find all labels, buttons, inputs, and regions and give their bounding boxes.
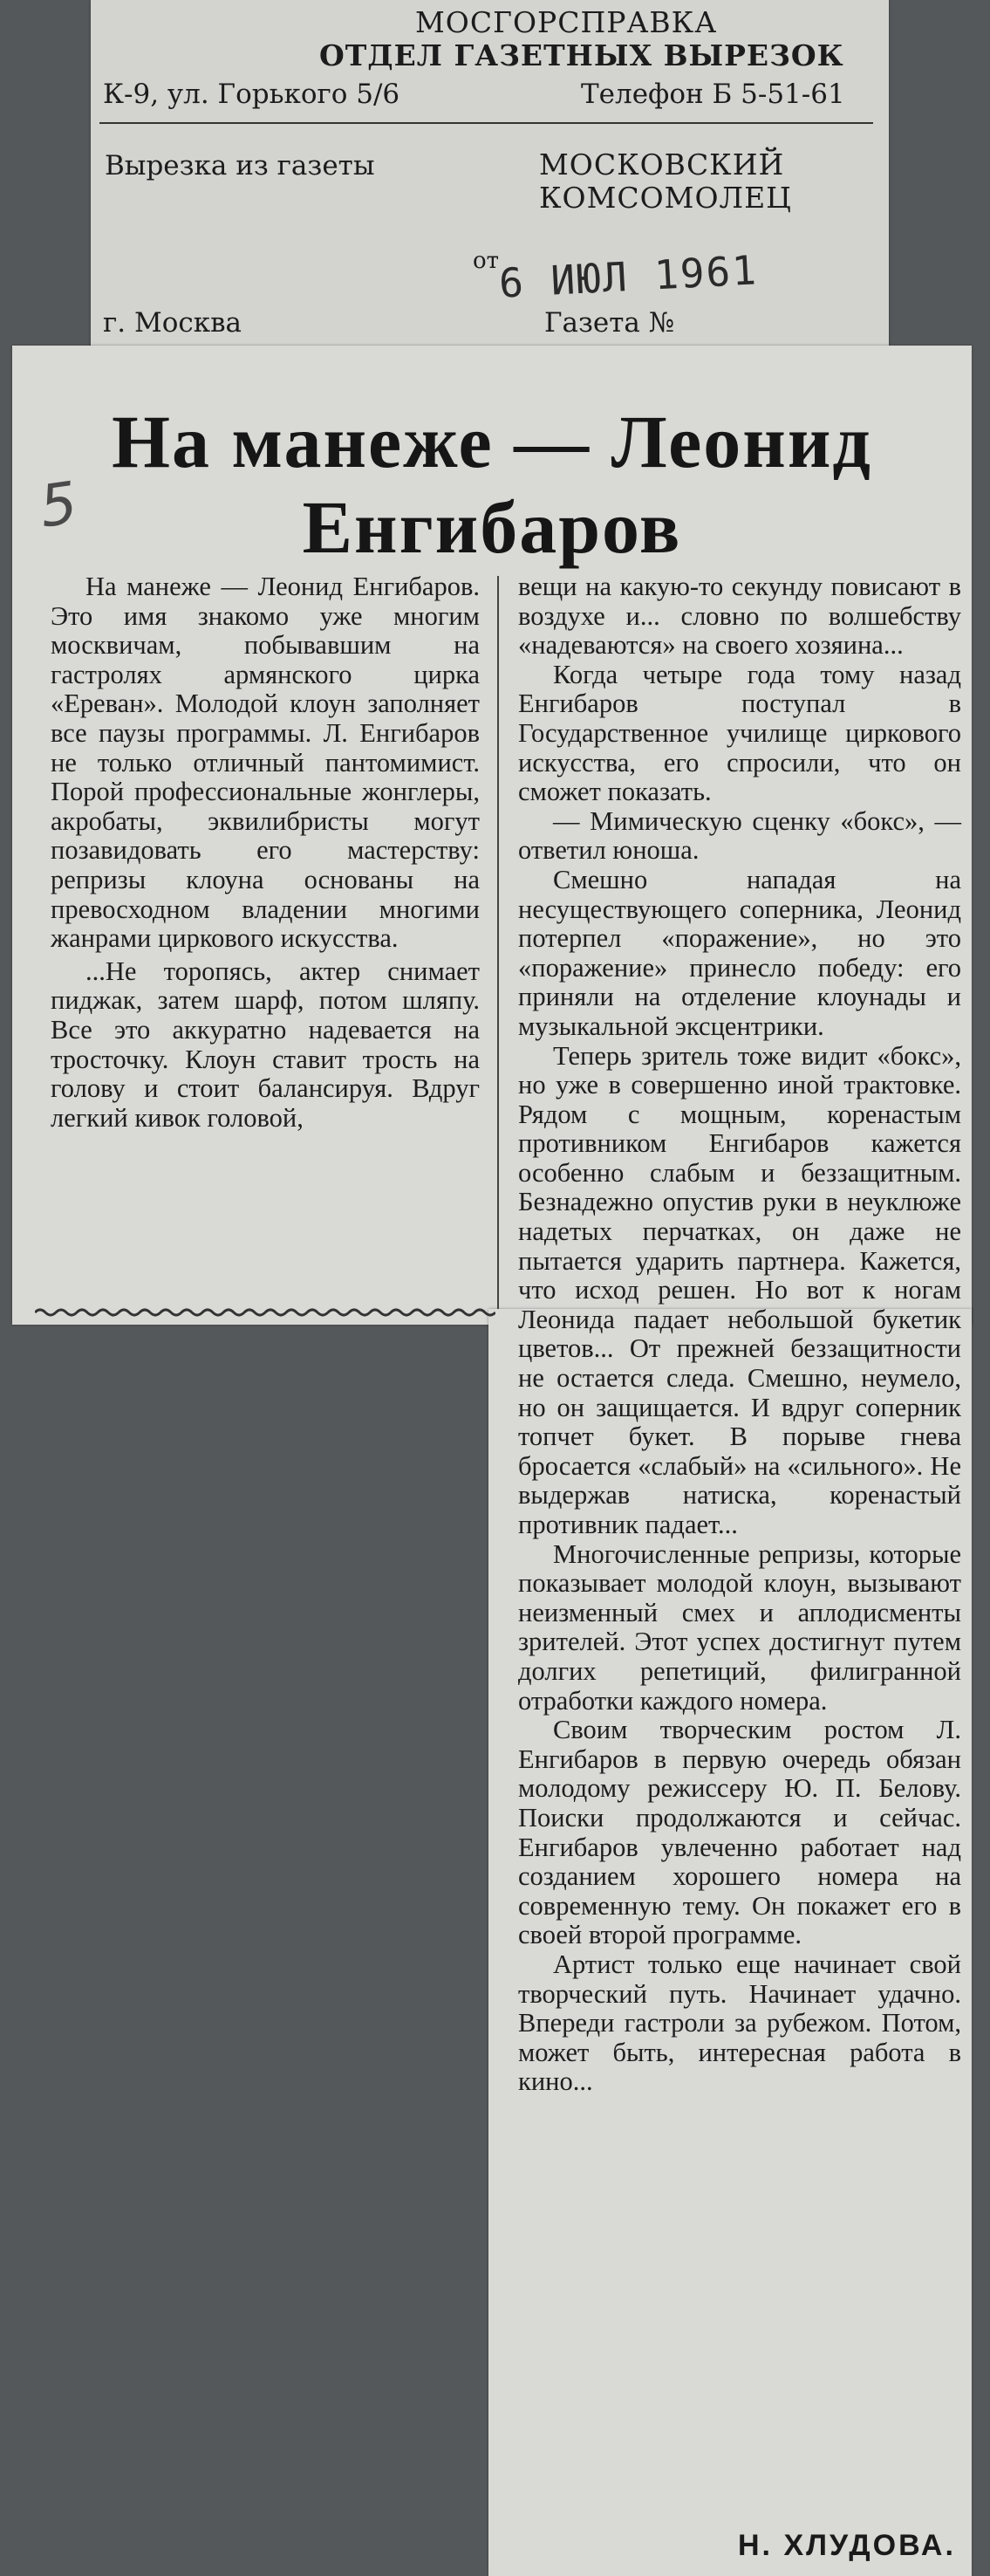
paragraph: На манеже — Леонид Енгибаров. Это имя знакомо уже многим москвичам, побывавшим на гастролях армянского цирка «Ереван». Молодой клоун заполняет все паузы программы. Л. Енгибаров не только отличный пантомимист. Порой профессиональные жонглеры, акробаты, эквилибристы могут позавидовать его мастерству: репризы клоуна основаны на превосходном владении многими жанрами циркового искусства. (51, 572, 480, 954)
slip-department: ОТДЕЛ ГАЗЕТНЫХ ВЫРЕЗОК (319, 38, 844, 72)
paragraph: Смешно нападая на несуществующего соперника, Леонид потерпел «поражение», но это «поражение» принесло победу: его приняли на отделение клоунады и музыкальной эксцентрики. (518, 864, 961, 1041)
slip-city: г. Москва (103, 307, 242, 339)
paragraph: ...Не торопясь, актер снимает пиджак, затем шарф, потом шляпу. Все это аккуратно надевается на тросточку. Клоун ставит трость на голову и стоит балансируя. Вдруг легкий кивок головой, (51, 956, 480, 1133)
slip-date-stamp: 6 ИЮЛ 1961 (497, 246, 760, 307)
paragraph: Артист только еще начинает свой творческий путь. Начинает удачно. Впереди гастроли за рубежом. Потом, может быть, интересная работа в кино... (518, 1949, 961, 2097)
paragraph: Теперь зритель тоже видит «бокс», но уже в совершенно иной трактовке. Рядом с мощным, коренастым противником Енгибаров кажется особенно слабым и беззащитным. Безнадежно опустив руки в неуклюже надетых перчатках, он даже не пытается ударить партнера. Кажется, что исход решен. Но вот к ногам Леонида падает небольшой букетик цветов... От прежней беззащитности не остается следа. Смешно, неумело, но он защищается. И вдруг соперник топчет букет. В порыве гнева бросается «слабый» на «сильного». Не выдержав натиска, коренастый противник падает... (518, 1040, 961, 1539)
clipping-service-slip (91, 0, 889, 349)
slip-divider (99, 122, 873, 124)
paragraph: Когда четыре года тому назад Енгибаров поступал в Государственное училище циркового искусства, его спросили, что он сможет показать. (518, 659, 961, 807)
torn-edge (35, 1307, 495, 1323)
headline-line-2: Енгибаров (302, 485, 682, 569)
author-byline: Н. ХЛУДОВА. (738, 2529, 956, 2562)
paragraph: Многочисленные репризы, которые показывает молодой клоун, вызывают неизменный смех и аплодисменты зрителей. Этот успех достигнут путем долгих репетиций, филигранной отработки каждого номера. (518, 1538, 961, 1716)
slip-newspaper-name: МОСКОВСКИЙ КОМСОМОЛЕЦ (539, 147, 792, 215)
slip-phone: Телефон Б 5-51-61 (581, 79, 845, 110)
paragraph: — Мимическую сценку «бокс», — ответил юноша. (518, 805, 961, 866)
slip-organization: МОСГОРСПРАВКА (415, 5, 718, 39)
paragraph: Своим творческим ростом Л. Енгибаров в первую очередь обязан молодому режиссеру Ю. П. Белову. Поиски продолжаются и сейчас. Енгибаров увлеченно работает над созданием хорошего номера на современную тему. Он покажет его в своей второй программе. (518, 1715, 961, 1950)
column-divider (497, 576, 499, 1309)
slip-clipping-from-label: Вырезка из газеты (105, 150, 375, 182)
headline-line-1: На манеже — Леонид (112, 400, 872, 483)
slip-address: К-9, ул. Горького 5/6 (103, 79, 400, 110)
article-left-column (51, 572, 480, 1133)
article-right-column (518, 572, 961, 2097)
pencil-mark: 5 (35, 469, 82, 541)
paragraph: вещи на какую-то секунду повисают в воздухе и... словно по волшебству «надеваются» на своего хозяина... (518, 572, 961, 661)
slip-date-prefix: от (473, 248, 500, 274)
slip-gazeta-number-label: Газета № (544, 307, 675, 339)
